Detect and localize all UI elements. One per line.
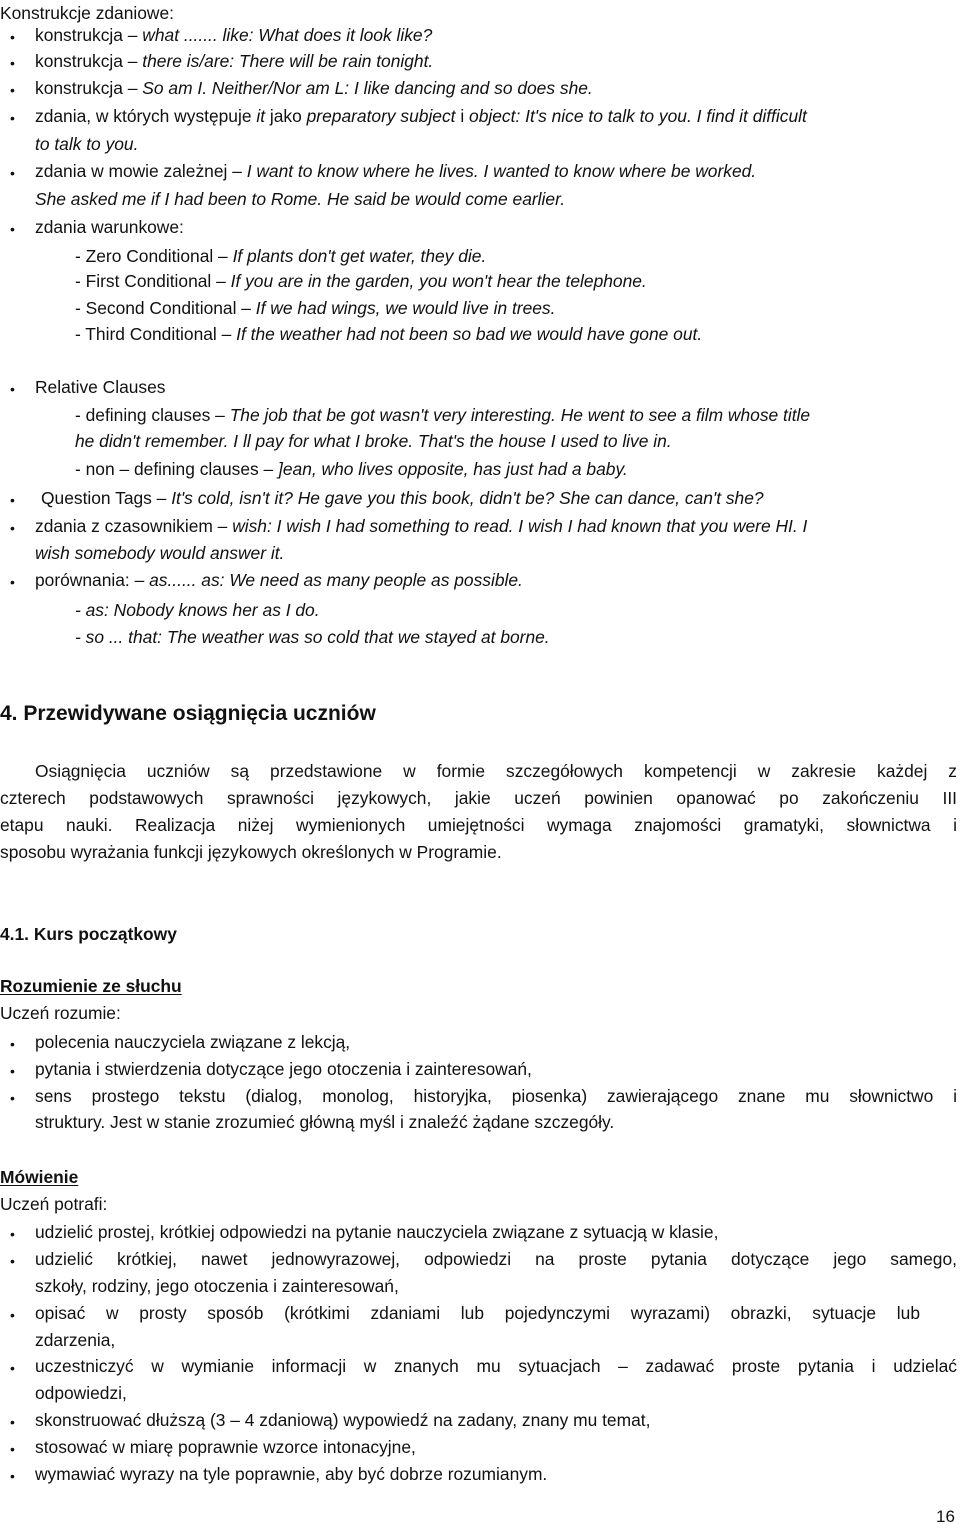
conditional-second: - Second Conditional – If we had wings, we would live in trees. [75,298,556,318]
list-item-continuation: wish somebody would answer it. [35,543,285,563]
list-item: polecenia nauczyciela związane z lekcją, [35,1032,351,1052]
paragraph-line: etapu nauki. Realizacja niżej wymienionych umiejętności wymaga znajomości gramatyki, słownictwa i [0,815,957,835]
bullet-icon: • [10,55,15,71]
section-4-1-title: 4.1. Kurs początkowy [0,924,177,944]
paragraph-line: czterech podstawowych sprawności językowych, jakie uczeń powinien opanować po zakończeniu III [0,788,957,808]
list-item: Relative Clauses [35,377,166,397]
relative-defining: - defining clauses – The job that be got wasn't very interesting. He went to see a film whose title [75,405,811,425]
listening-title: Rozumienie ze słuchu [0,976,182,996]
bullet-icon: • [10,520,15,536]
bullet-icon: • [10,221,15,237]
bullet-icon: • [10,110,15,126]
paragraph-line: Osiągnięcia uczniów są przedstawione w formie szczegółowych kompetencji w zakresie każdej z [35,761,957,781]
section-4-title: 4. Przewidywane osiągnięcia uczniów [0,702,376,725]
list-item: porównania: – as...... as: We need as many people as possible. [35,570,523,590]
bullet-icon: • [10,1307,15,1323]
list-item: zdania w mowie zależnej – I want to know where he lives. I wanted to know where be worked. [35,161,757,181]
list-item: zdania warunkowe: [35,217,184,237]
list-item: uczestniczyć w wymianie informacji w znanych mu sytuacjach – zadawać proste pytania i udzielać [35,1356,957,1376]
bullet-icon: • [10,1226,15,1242]
conditional-first: - First Conditional – If you are in the garden, you won't hear the telephone. [75,271,647,291]
paragraph-line: sposobu wyrażania funkcji językowych określonych w Programie. [0,842,502,862]
list-item-continuation: struktury. Jest w stanie zrozumieć główną myśl i znaleźć żądane szczegóły. [35,1112,615,1132]
bullet-icon: • [10,82,15,98]
bullet-icon: • [10,1253,15,1269]
bullet-icon: • [10,381,15,397]
list-item: wymawiać wyrazy na tyle poprawnie, aby być dobrze rozumianym. [35,1464,548,1484]
listening-lead: Uczeń rozumie: [0,1003,121,1023]
comparison-so-that: - so ... that: The weather was so cold that we stayed at borne. [75,627,550,647]
list-item: Question Tags – It's cold, isn't it? He gave you this book, didn't be? She can dance, can't she? [41,488,764,508]
list-item-continuation: zdarzenia, [35,1330,116,1350]
bullet-icon: • [10,1414,15,1430]
list-item: udzielić krótkiej, nawet jednowyrazowej, odpowiedzi na proste pytania dotyczące jego samego, [35,1249,957,1269]
list-item-continuation: She asked me if I had been to Rome. He said be would come earlier. [35,189,566,209]
speaking-lead: Uczeń potrafi: [0,1194,108,1214]
conditional-third: - Third Conditional – If the weather had not been so bad we would have gone out. [75,324,703,344]
bullet-icon: • [10,1360,15,1376]
speaking-title: Mówienie [0,1167,79,1187]
bullet-icon: • [10,492,15,508]
list-item: opisać w prosty sposób (krótkimi zdaniami lub pojedynczymi wyrazami) obrazki, sytuacje lub [35,1303,920,1323]
list-item: skonstruować dłuższą (3 – 4 zdaniową) wypowiedź na zadany, znany mu temat, [35,1410,651,1430]
bullet-icon: • [10,574,15,590]
list-item: konstrukcja – what ....... like: What does it look like? [35,25,433,45]
bullet-icon: • [10,1036,15,1052]
list-item-continuation: to talk to you. [35,134,139,154]
list-item: sens prostego tekstu (dialog, monolog, historyjka, piosenka) zawierającego znane mu słownictwo i [35,1086,957,1106]
list-item: zdania, w których występuje it jako preparatory subject i object: It's nice to talk to you. I find it difficult [35,106,807,126]
bullet-icon: • [10,1468,15,1484]
list-item-continuation: szkoły, rodziny, jego otoczenia i zainteresowań, [35,1276,399,1296]
relative-non-defining: - non – defining clauses – ]ean, who lives opposite, has just had a baby. [75,459,628,479]
list-item: udzielić prostej, krótkiej odpowiedzi na pytanie nauczyciela związane z sytuacją w klasie, [35,1222,719,1242]
bullet-icon: • [10,29,15,45]
bullet-icon: • [10,165,15,181]
list-item: zdania z czasownikiem – wish: I wish I had something to read. I wish I had known that you were HI. I [35,516,808,536]
list-item-continuation: odpowiedzi, [35,1383,127,1403]
bullet-icon: • [10,1441,15,1457]
list-item: pytania i stwierdzenia dotyczące jego otoczenia i zainteresowań, [35,1059,532,1079]
list-item: konstrukcja – So am I. Neither/Nor am L: I like dancing and so does she. [35,78,593,98]
relative-defining-continuation: he didn't remember. I ll pay for what I broke. That's the house I used to live in. [75,431,672,451]
list-item: konstrukcja – there is/are: There will be rain tonight. [35,51,434,71]
bullet-icon: • [10,1090,15,1106]
heading-constructions: Konstrukcje zdaniowe: [0,3,174,23]
conditional-zero: - Zero Conditional – If plants don't get water, they die. [75,246,487,266]
comparison-as: - as: Nobody knows her as I do. [75,600,320,620]
bullet-icon: • [10,1063,15,1079]
list-item: stosować w miarę poprawnie wzorce intonacyjne, [35,1437,416,1457]
page-number: 16 [936,1507,955,1526]
